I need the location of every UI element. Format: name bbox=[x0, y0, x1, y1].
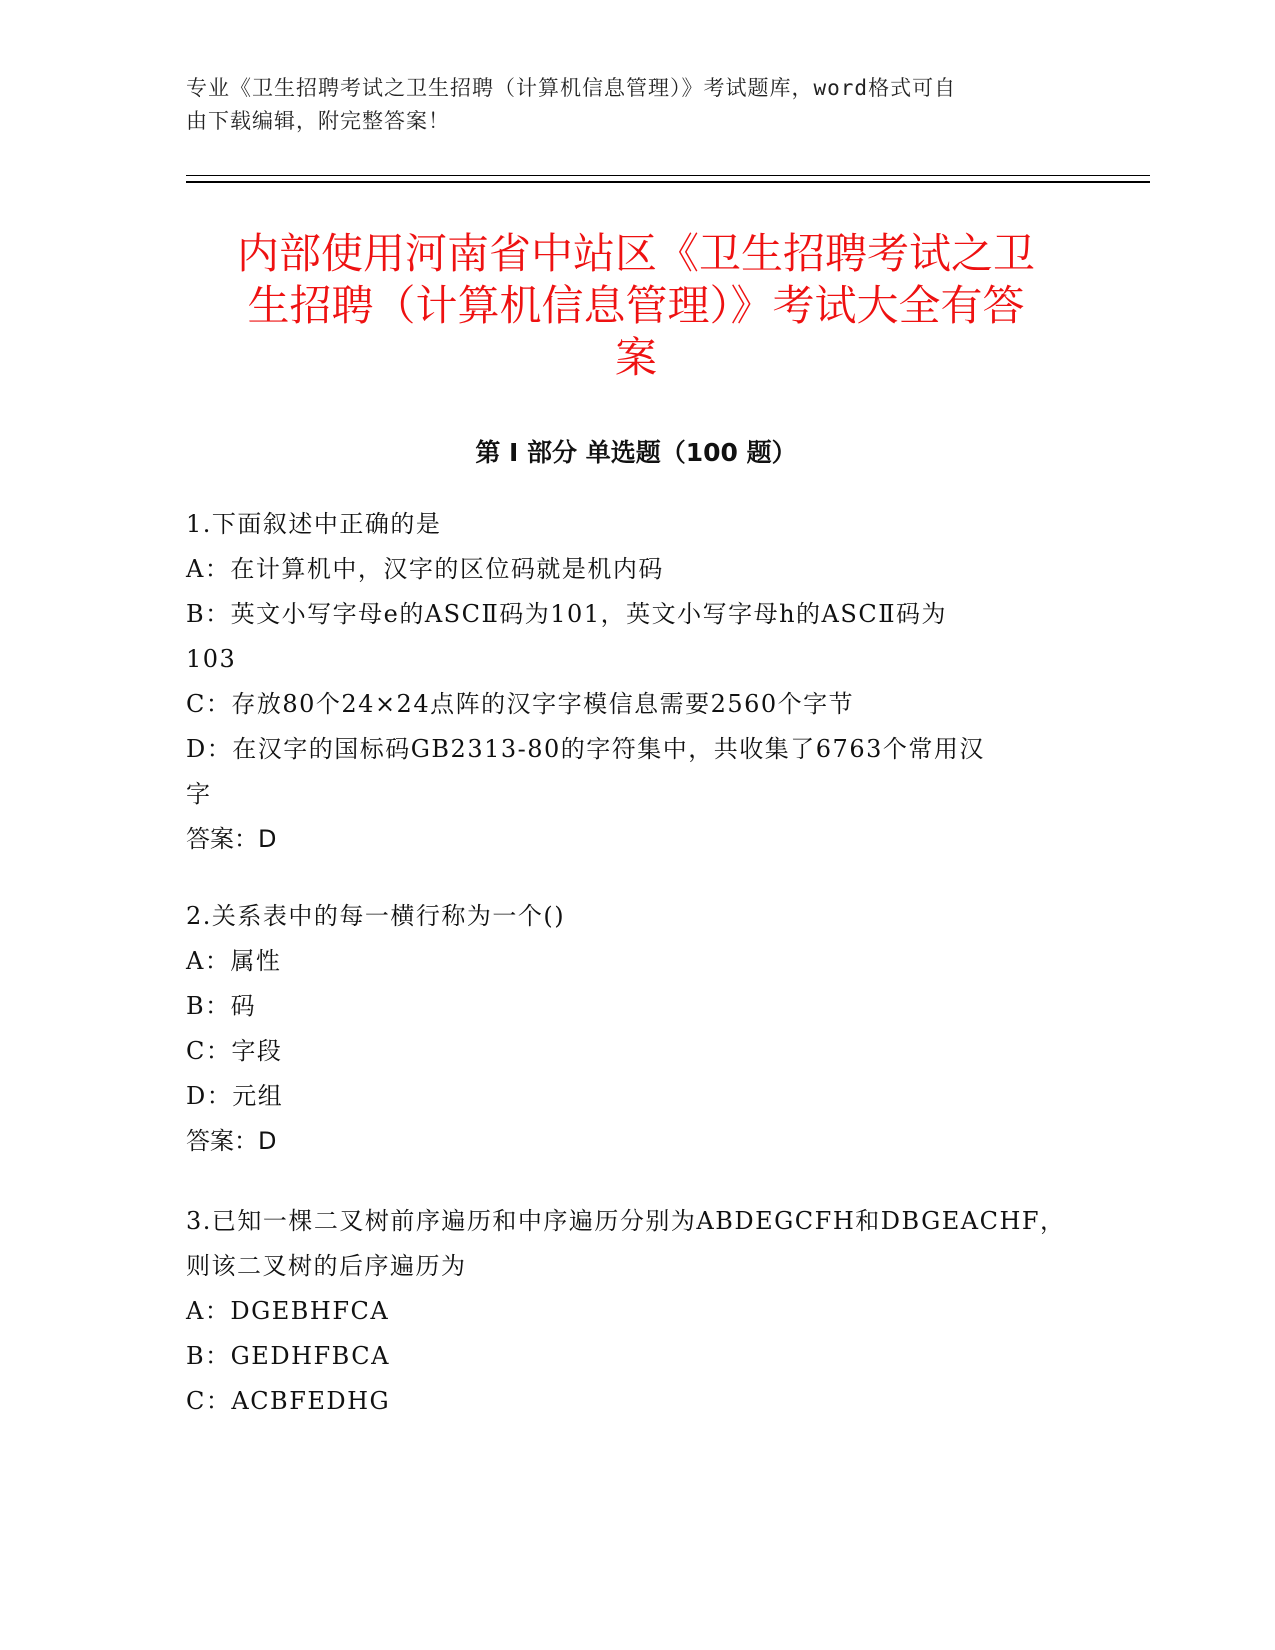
option-b bbox=[186, 592, 1066, 682]
document-title-line: 内部使用河南省中站区《卫生招聘考试之卫 bbox=[236, 229, 1035, 278]
header-note-line: 由下载编辑，附完整答案！ bbox=[186, 109, 450, 133]
answer-label: 答案：D bbox=[186, 825, 277, 853]
question-2 bbox=[186, 894, 1066, 1164]
option-c: C：ACBFEDHG bbox=[186, 1387, 391, 1415]
option-a: A：在计算机中，汉字的区位码就是机内码 bbox=[186, 555, 664, 583]
question-3 bbox=[186, 1199, 1066, 1424]
question-stem: 2.关系表中的每一横行称为一个() bbox=[186, 902, 566, 930]
question-stem bbox=[186, 1199, 1066, 1289]
question-stem: 1.下面叙述中正确的是 bbox=[186, 510, 442, 538]
option-b-line: B：英文小写字母e的ASCⅡ码为101，英文小写字母h的ASCⅡ码为 bbox=[186, 600, 948, 628]
question-1 bbox=[186, 502, 1066, 862]
document-title-line: 生招聘（计算机信息管理）》考试大全有答 bbox=[247, 281, 1025, 330]
document-title-line: 案 bbox=[614, 333, 657, 382]
question-stem-line: 3.已知一棵二叉树前序遍历和中序遍历分别为ABDEGCFH和DBGEACHF， bbox=[186, 1207, 1066, 1235]
option-b: B：GEDHFBCA bbox=[186, 1342, 390, 1370]
option-b: B：码 bbox=[186, 992, 257, 1020]
option-c: C：字段 bbox=[186, 1037, 283, 1065]
option-a: A：属性 bbox=[186, 947, 282, 975]
section-heading: 第 I 部分 单选题（100 题） bbox=[475, 438, 797, 467]
header-divider-thick bbox=[186, 181, 1150, 183]
question-stem-line: 则该二叉树的后序遍历为 bbox=[186, 1252, 467, 1280]
header-note-line: 专业《卫生招聘考试之卫生招聘（计算机信息管理）》考试题库，word格式可自 bbox=[186, 76, 957, 100]
option-c: C：存放80个24×24点阵的汉字字模信息需要2560个字节 bbox=[186, 690, 855, 718]
option-d bbox=[186, 727, 1066, 817]
option-a: A：DGEBHFCA bbox=[186, 1297, 390, 1325]
header-divider-thin bbox=[186, 175, 1150, 176]
header-note bbox=[186, 72, 1066, 138]
option-d-line: 字 bbox=[186, 780, 212, 808]
option-d: D：元组 bbox=[186, 1082, 284, 1110]
document-title bbox=[186, 228, 1086, 384]
option-d-line: D：在汉字的国标码GB2313-80的字符集中，共收集了6763个常用汉 bbox=[186, 735, 985, 763]
answer-label: 答案：D bbox=[186, 1127, 277, 1155]
option-b-line: 103 bbox=[186, 645, 237, 673]
